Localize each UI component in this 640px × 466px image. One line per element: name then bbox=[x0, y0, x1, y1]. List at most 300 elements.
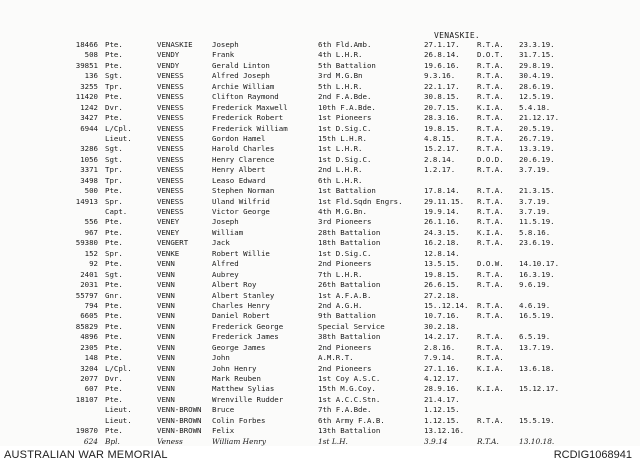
unit: 1st Battalion bbox=[318, 186, 376, 196]
surname: VENN bbox=[157, 290, 175, 300]
fate: D.O.D. bbox=[477, 154, 504, 164]
service-number: 2401 bbox=[80, 269, 98, 279]
surname: VENN bbox=[157, 363, 175, 373]
unit: 1st A.C.C.Stn. bbox=[318, 394, 381, 404]
fate: R.T.A. bbox=[477, 300, 504, 310]
list-item bbox=[0, 311, 640, 321]
service-number: 556 bbox=[84, 217, 98, 227]
given-names: William bbox=[212, 227, 244, 237]
enlist-date: 15..12.14. bbox=[424, 300, 469, 310]
return-date: 30.4.19. bbox=[519, 71, 555, 81]
enlist-date: 27.2.18. bbox=[424, 290, 460, 300]
unit: 38th Battalion bbox=[318, 332, 381, 342]
service-number: 18107 bbox=[75, 394, 98, 404]
given-names: Alfred Joseph bbox=[212, 71, 270, 81]
rank: L/Cpl. bbox=[105, 363, 132, 373]
unit: 26th Battalion bbox=[318, 280, 381, 290]
unit: 1st A.F.A.B. bbox=[318, 290, 372, 300]
enlist-date: 24.3.15. bbox=[424, 227, 460, 237]
surname: VENESS bbox=[157, 144, 184, 154]
return-date: 12.5.19. bbox=[519, 92, 555, 102]
unit: 4th M.G.Bn. bbox=[318, 207, 367, 216]
enlist-date: 20.7.15. bbox=[424, 102, 460, 112]
return-date: 9.6.19. bbox=[519, 280, 551, 290]
rank: Spr. bbox=[105, 196, 123, 206]
unit: 6th Fld.Amb. bbox=[318, 40, 372, 49]
list-item bbox=[0, 332, 640, 342]
service-number: 18466 bbox=[75, 40, 98, 49]
rank: Pte. bbox=[105, 332, 123, 342]
fate: R.T.A. bbox=[477, 332, 504, 342]
return-date: 6.5.19. bbox=[519, 332, 551, 342]
list-item bbox=[0, 217, 640, 227]
unit: 10th F.A.Bde. bbox=[318, 102, 376, 112]
rank: Gnr. bbox=[105, 290, 123, 300]
surname: Veness bbox=[157, 436, 183, 446]
service-number: 3286 bbox=[80, 144, 98, 154]
service-number: 967 bbox=[84, 227, 98, 237]
surname: VENESS bbox=[157, 81, 184, 91]
list-item bbox=[0, 343, 640, 353]
rank: Pte. bbox=[105, 280, 123, 290]
rank: Pte. bbox=[105, 227, 123, 237]
enlist-date: 30.2.18. bbox=[424, 321, 460, 331]
enlist-date: 19.8.15. bbox=[424, 269, 460, 279]
given-names: Uland Wilfrid bbox=[212, 196, 270, 206]
given-names: Frederick William bbox=[212, 123, 288, 133]
unit: A.M.R.T. bbox=[318, 353, 354, 363]
unit: Special Service bbox=[318, 321, 385, 331]
return-date: 15.12.17. bbox=[519, 384, 560, 394]
rank: Pte. bbox=[105, 113, 123, 123]
list-item bbox=[0, 384, 640, 394]
given-names: Charles Henry bbox=[212, 300, 270, 310]
enlist-date: 19.8.15. bbox=[424, 123, 460, 133]
surname: VENN bbox=[157, 269, 175, 279]
given-names: Wrenville Rudder bbox=[212, 394, 284, 404]
unit: 1st L.H. bbox=[318, 436, 348, 446]
footer-source: AUSTRALIAN WAR MEMORIAL bbox=[4, 449, 168, 461]
unit: 5th Battalion bbox=[318, 60, 376, 70]
return-date: 14.10.17. bbox=[519, 259, 560, 269]
surname: VENN bbox=[157, 321, 175, 331]
service-number: 85829 bbox=[75, 321, 98, 331]
rank: Sgt. bbox=[105, 269, 123, 279]
given-names: Harold Charles bbox=[212, 144, 275, 154]
unit: 9th Battalion bbox=[318, 311, 376, 321]
fate: R.T.A. bbox=[477, 186, 504, 196]
rank: Sgt. bbox=[105, 154, 123, 164]
enlist-date: 19.9.14. bbox=[424, 207, 460, 216]
service-number: 794 bbox=[84, 300, 98, 310]
list-item bbox=[0, 155, 640, 165]
rank: Pte. bbox=[105, 394, 123, 404]
return-date: 4.6.19. bbox=[519, 300, 551, 310]
surname: VENN bbox=[157, 311, 175, 321]
surname: VENESS bbox=[157, 102, 184, 112]
unit: 1st D.Sig.C. bbox=[318, 248, 372, 258]
surname: VENESS bbox=[157, 196, 184, 206]
rank: Pte. bbox=[105, 384, 123, 394]
enlist-date: 13.5.15. bbox=[424, 259, 460, 269]
given-names: Daniel Robert bbox=[212, 311, 270, 321]
surname: VENESS bbox=[157, 207, 184, 216]
return-date: 31.7.15. bbox=[519, 50, 555, 60]
fate: R.T.A. bbox=[477, 123, 504, 133]
fate: R.T.A. bbox=[477, 60, 504, 70]
given-names: Albert Roy bbox=[212, 280, 257, 290]
surname: VENESS bbox=[157, 165, 184, 175]
surname: VENN bbox=[157, 259, 175, 269]
list-item bbox=[0, 61, 640, 71]
service-number: 2031 bbox=[80, 280, 98, 290]
list-item bbox=[0, 50, 640, 60]
list-item bbox=[0, 322, 640, 332]
return-date: 13.6.18. bbox=[519, 363, 555, 373]
unit: 18th Battalion bbox=[318, 238, 381, 248]
rank: Pte. bbox=[105, 311, 123, 321]
rank: Tpr. bbox=[105, 165, 123, 175]
rank: Capt. bbox=[105, 207, 128, 216]
surname: VENDY bbox=[157, 60, 180, 70]
unit: 4th L.H.R. bbox=[318, 50, 363, 60]
list-item bbox=[0, 176, 640, 186]
list-item bbox=[0, 207, 640, 217]
unit: 3rd M.G.Bn bbox=[318, 71, 363, 81]
given-names: Henry Albert bbox=[212, 165, 266, 175]
nominal-roll-list bbox=[0, 40, 640, 447]
list-item bbox=[0, 71, 640, 81]
list-item bbox=[0, 291, 640, 301]
return-date: 23.6.19. bbox=[519, 238, 555, 248]
list-item bbox=[0, 228, 640, 238]
enlist-date: 2.8.14. bbox=[424, 154, 456, 164]
rank: Tpr. bbox=[105, 175, 123, 185]
given-names: Aubrey bbox=[212, 269, 239, 279]
service-number: 2305 bbox=[80, 342, 98, 352]
list-item bbox=[0, 165, 640, 175]
enlist-date: 1.12.15. bbox=[424, 405, 460, 415]
enlist-date: 29.11.15. bbox=[424, 196, 465, 206]
rank: Pte. bbox=[105, 238, 123, 248]
unit: 5th L.H.R. bbox=[318, 81, 363, 91]
return-date: 29.8.19. bbox=[519, 60, 555, 70]
given-names: Jack bbox=[212, 238, 230, 248]
enlist-date: 4.12.17. bbox=[424, 374, 460, 383]
given-names: Frederick George bbox=[212, 321, 284, 331]
unit: 1st D.Sig.C. bbox=[318, 154, 372, 164]
rank: Dvr. bbox=[105, 374, 123, 383]
fate: R.T.A. bbox=[477, 353, 504, 363]
surname: VENDY bbox=[157, 50, 180, 60]
return-date: 13.10.18. bbox=[519, 436, 555, 446]
service-number: 39851 bbox=[75, 60, 98, 70]
fate: R.T.A. bbox=[477, 269, 504, 279]
rank: Lieut. bbox=[105, 133, 132, 143]
fate: R.T.A. bbox=[477, 81, 504, 91]
fate: R.T.A. bbox=[477, 342, 504, 352]
rank: Lieut. bbox=[105, 415, 132, 425]
list-item bbox=[0, 374, 640, 384]
service-number: 2077 bbox=[80, 374, 98, 383]
return-date: 5.8.16. bbox=[519, 227, 551, 237]
list-item bbox=[0, 280, 640, 290]
list-item bbox=[0, 416, 640, 426]
fate: R.T.A. bbox=[477, 415, 504, 425]
list-item bbox=[0, 301, 640, 311]
fate: R.T.A. bbox=[477, 280, 504, 290]
given-names: Mark Reuben bbox=[212, 374, 261, 383]
given-names: Stephen Norman bbox=[212, 186, 275, 196]
unit: 2nd Pioneers bbox=[318, 342, 372, 352]
rank: Pte. bbox=[105, 321, 123, 331]
given-names: Bruce bbox=[212, 405, 235, 415]
rank: Bpl. bbox=[105, 436, 120, 446]
enlist-date: 3.9.14 bbox=[424, 436, 448, 446]
fate: K.I.A. bbox=[477, 384, 504, 394]
enlist-date: 2.8.16. bbox=[424, 342, 456, 352]
list-item bbox=[0, 353, 640, 363]
return-date: 20.5.19. bbox=[519, 123, 555, 133]
given-names: Colin Forbes bbox=[212, 415, 266, 425]
rank: Spr. bbox=[105, 248, 123, 258]
given-names: Gerald Linton bbox=[212, 60, 270, 70]
surname: VENEY bbox=[157, 217, 180, 227]
return-date: 28.6.19. bbox=[519, 81, 555, 91]
fate: R.T.A. bbox=[477, 311, 504, 321]
rank: Lieut. bbox=[105, 405, 132, 415]
given-names: Gordon Hamel bbox=[212, 133, 266, 143]
unit: 7th F.A.Bde. bbox=[318, 405, 372, 415]
surname: VENESS bbox=[157, 123, 184, 133]
enlist-date: 19.6.16. bbox=[424, 60, 460, 70]
surname: VENGERT bbox=[157, 238, 189, 248]
list-item bbox=[0, 270, 640, 280]
unit: 15th L.H.R. bbox=[318, 133, 367, 143]
return-date: 20.6.19. bbox=[519, 154, 555, 164]
list-item bbox=[0, 249, 640, 259]
fate: D.O.W. bbox=[477, 259, 504, 269]
page-header: VENASKIE. bbox=[434, 31, 481, 40]
surname: VENN bbox=[157, 300, 175, 310]
fate: K.I.A. bbox=[477, 102, 504, 112]
given-names: Frederick James bbox=[212, 332, 279, 342]
fate: D.O.T. bbox=[477, 50, 504, 60]
unit: 3rd Pioneers bbox=[318, 217, 372, 227]
rank: Pte. bbox=[105, 40, 123, 49]
given-names: Victor George bbox=[212, 207, 270, 216]
surname: VENN-BROWN bbox=[157, 415, 202, 425]
surname: VENESS bbox=[157, 92, 184, 102]
enlist-date: 13.12.16. bbox=[424, 426, 465, 436]
rank: Tpr. bbox=[105, 81, 123, 91]
unit: 1st Coy A.S.C. bbox=[318, 374, 381, 383]
enlist-date: 7.9.14. bbox=[424, 353, 456, 363]
enlist-date: 26.6.15. bbox=[424, 280, 460, 290]
given-names: Frederick Maxwell bbox=[212, 102, 288, 112]
given-names: Archie William bbox=[212, 81, 275, 91]
unit: 15th M.G.Coy. bbox=[318, 384, 376, 394]
unit: 1st L.H.R. bbox=[318, 144, 363, 154]
list-item bbox=[0, 238, 640, 248]
enlist-date: 15.2.17. bbox=[424, 144, 460, 154]
enlist-date: 28.9.16. bbox=[424, 384, 460, 394]
rank: Sgt. bbox=[105, 71, 123, 81]
service-number: 1242 bbox=[80, 102, 98, 112]
fate: R.T.A. bbox=[477, 207, 504, 216]
surname: VENEY bbox=[157, 227, 180, 237]
fate: R.T.A. bbox=[477, 92, 504, 102]
fate: R.T.A. bbox=[477, 113, 504, 123]
return-date: 13.7.19. bbox=[519, 342, 555, 352]
rank: Pte. bbox=[105, 50, 123, 60]
list-item bbox=[0, 144, 640, 154]
return-date: 26.7.19. bbox=[519, 133, 555, 143]
given-names: Joseph bbox=[212, 40, 239, 49]
enlist-date: 10.7.16. bbox=[424, 311, 460, 321]
list-item bbox=[0, 197, 640, 207]
unit: 1st Fld.Sqdn Engrs. bbox=[318, 196, 403, 206]
unit: 1st D.Sig.C. bbox=[318, 123, 372, 133]
surname: VENKE bbox=[157, 248, 180, 258]
given-names: Frederick Robert bbox=[212, 113, 284, 123]
return-date: 15.5.19. bbox=[519, 415, 555, 425]
list-item bbox=[0, 134, 640, 144]
surname: VENN bbox=[157, 384, 175, 394]
return-date: 13.3.19. bbox=[519, 144, 555, 154]
service-number: 6944 bbox=[80, 123, 98, 133]
list-item bbox=[0, 259, 640, 269]
service-number: 14913 bbox=[75, 196, 98, 206]
enlist-date: 1.12.15. bbox=[424, 415, 460, 425]
unit: 2nd A.G.H. bbox=[318, 300, 363, 310]
given-names: Alfred bbox=[212, 259, 239, 269]
return-date: 5.4.18. bbox=[519, 102, 551, 112]
list-item bbox=[0, 186, 640, 196]
rank: Pte. bbox=[105, 342, 123, 352]
given-names: John bbox=[212, 353, 230, 363]
enlist-date: 26.1.16. bbox=[424, 217, 460, 227]
service-number: 1056 bbox=[80, 154, 98, 164]
enlist-date: 16.2.18. bbox=[424, 238, 460, 248]
surname: VENN bbox=[157, 280, 175, 290]
rank: Pte. bbox=[105, 259, 123, 269]
surname: VENESS bbox=[157, 71, 184, 81]
return-date: 3.7.19. bbox=[519, 165, 551, 175]
rank: Pte. bbox=[105, 92, 123, 102]
list-item bbox=[0, 82, 640, 92]
fate: R.T.A. bbox=[477, 144, 504, 154]
surname: VENASKIE bbox=[157, 40, 193, 49]
rank: Pte. bbox=[105, 186, 123, 196]
return-date: 3.7.19. bbox=[519, 196, 551, 206]
service-number: 3371 bbox=[80, 165, 98, 175]
surname: VENN bbox=[157, 374, 175, 383]
list-item bbox=[0, 364, 640, 374]
unit: 7th L.H.R. bbox=[318, 269, 363, 279]
surname: VENESS bbox=[157, 154, 184, 164]
rank: L/Cpl. bbox=[105, 123, 132, 133]
service-number: 59380 bbox=[75, 238, 98, 248]
given-names: Matthew Sylias bbox=[212, 384, 275, 394]
list-item bbox=[0, 395, 640, 405]
enlist-date: 1.2.17. bbox=[424, 165, 456, 175]
fate: R.T.A. bbox=[477, 436, 499, 446]
footer-ref: RCDIG1068941 bbox=[553, 449, 632, 461]
surname: VENN bbox=[157, 342, 175, 352]
service-number: 152 bbox=[84, 248, 98, 258]
service-number: 3427 bbox=[80, 113, 98, 123]
service-number: 4896 bbox=[80, 332, 98, 342]
return-date: 21.12.17. bbox=[519, 113, 560, 123]
given-names: Clifton Raymond bbox=[212, 92, 279, 102]
given-names: Robert Willie bbox=[212, 248, 270, 258]
fate: R.T.A. bbox=[477, 217, 504, 227]
service-number: 136 bbox=[84, 71, 98, 81]
service-number: 508 bbox=[84, 50, 98, 60]
enlist-date: 4.8.15. bbox=[424, 133, 456, 143]
fate: R.T.A. bbox=[477, 40, 504, 49]
surname: VENESS bbox=[157, 133, 184, 143]
rank: Pte. bbox=[105, 426, 123, 436]
given-names: Leaso Edward bbox=[212, 175, 266, 185]
rank: Pte. bbox=[105, 300, 123, 310]
list-item bbox=[0, 103, 640, 113]
service-number: 55797 bbox=[75, 290, 98, 300]
unit: 2nd Pioneers bbox=[318, 363, 372, 373]
enlist-date: 17.8.14. bbox=[424, 186, 460, 196]
return-date: 3.7.19. bbox=[519, 207, 551, 216]
surname: VENESS bbox=[157, 175, 184, 185]
rank: Dvr. bbox=[105, 102, 123, 112]
list-item bbox=[0, 40, 640, 50]
rank: Pte. bbox=[105, 217, 123, 227]
list-item bbox=[0, 426, 640, 436]
service-number: 3204 bbox=[80, 363, 98, 373]
rank: Pte. bbox=[105, 353, 123, 363]
enlist-date: 28.3.16. bbox=[424, 113, 460, 123]
unit: 2nd L.H.R. bbox=[318, 165, 363, 175]
service-number: 607 bbox=[84, 384, 98, 394]
list-item bbox=[0, 92, 640, 102]
service-number: 92 bbox=[89, 259, 98, 269]
surname: VENN-BROWN bbox=[157, 405, 202, 415]
given-names: Albert Stanley bbox=[212, 290, 275, 300]
return-date: 16.5.19. bbox=[519, 311, 555, 321]
list-item bbox=[0, 113, 640, 123]
enlist-date: 27.1.17. bbox=[424, 40, 460, 49]
unit: 6th Army F.A.B. bbox=[318, 415, 385, 425]
enlist-date: 27.1.16. bbox=[424, 363, 460, 373]
given-names: Felix bbox=[212, 426, 235, 436]
fate: R.T.A. bbox=[477, 238, 504, 248]
enlist-date: 21.4.17. bbox=[424, 394, 460, 404]
given-names: Joseph bbox=[212, 217, 239, 227]
service-number: 148 bbox=[84, 353, 98, 363]
given-names: Frank bbox=[212, 50, 235, 60]
surname: VENN bbox=[157, 394, 175, 404]
service-number: 624 bbox=[83, 436, 98, 446]
enlist-date: 22.1.17. bbox=[424, 81, 460, 91]
service-number: 3255 bbox=[80, 81, 98, 91]
enlist-date: 9.3.16. bbox=[424, 71, 456, 81]
fate: K.I.A. bbox=[477, 227, 504, 237]
rank: Pte. bbox=[105, 60, 123, 70]
enlist-date: 14.2.17. bbox=[424, 332, 460, 342]
list-item bbox=[0, 405, 640, 415]
list-item bbox=[0, 124, 640, 134]
given-names: George James bbox=[212, 342, 266, 352]
